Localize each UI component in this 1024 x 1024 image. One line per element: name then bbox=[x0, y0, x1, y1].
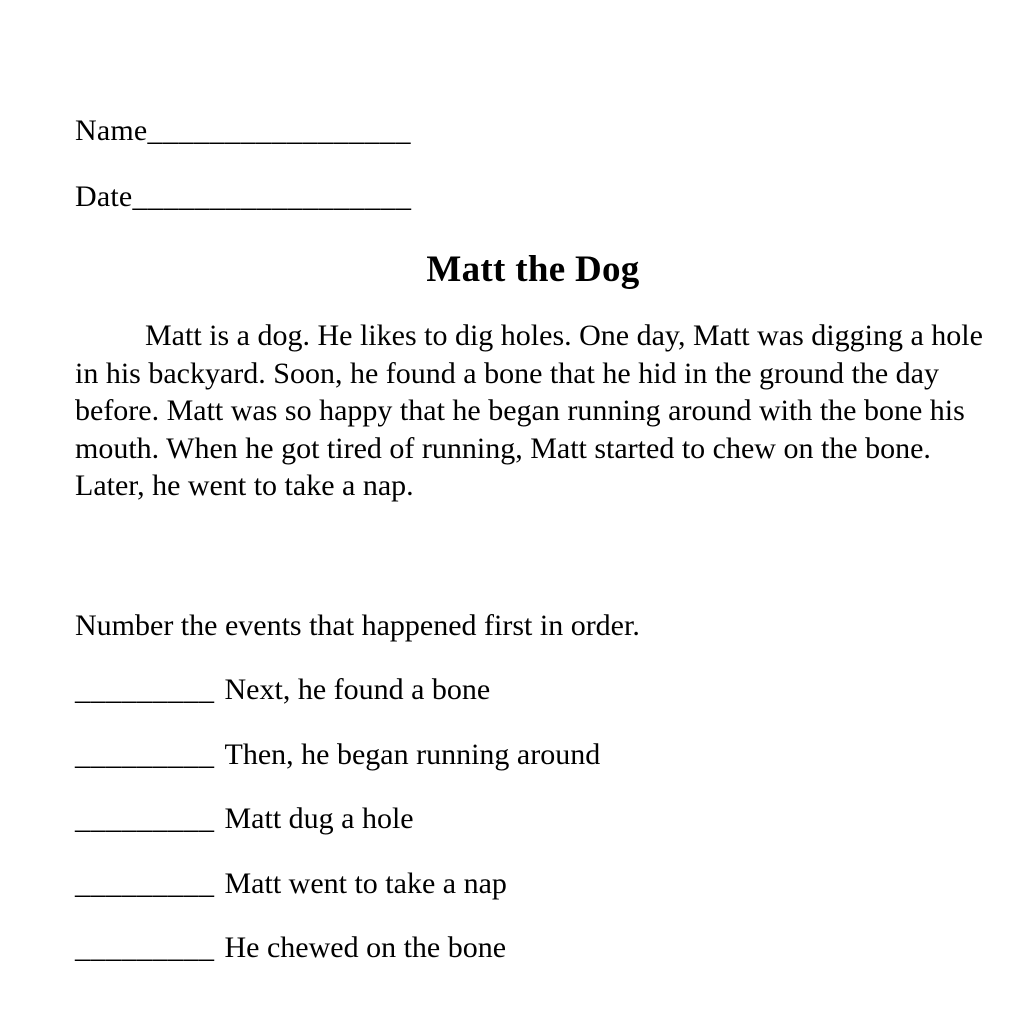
events-list bbox=[75, 671, 991, 967]
list-item bbox=[75, 736, 991, 774]
name-label: Name bbox=[75, 114, 148, 147]
list-item bbox=[75, 800, 991, 838]
date-blank-line: __________________ bbox=[132, 179, 412, 213]
event-blank-line: _________ bbox=[75, 737, 215, 771]
story-paragraph: Matt is a dog. He likes to dig holes. One day, Matt was digging a hole in his backyard. Soon, he found a bone that he hid in the ground the day before. Matt was so happy that he began running around with the bone his mouth. When he got tired of running, Matt started to chew on the bone. Later, he went to take a nap. bbox=[75, 319, 983, 503]
list-item bbox=[75, 865, 991, 903]
list-item bbox=[75, 929, 991, 967]
worksheet-content bbox=[75, 112, 991, 967]
name-blank-line: _________________ bbox=[147, 114, 411, 147]
event-blank-line: _________ bbox=[75, 802, 215, 836]
event-text: Next, he found a bone bbox=[224, 673, 491, 707]
name-field-line bbox=[75, 112, 991, 150]
event-blank-line: _________ bbox=[75, 866, 215, 900]
date-field-line bbox=[75, 178, 991, 216]
page-title: Matt the Dog bbox=[426, 249, 640, 290]
event-text: Matt dug a hole bbox=[224, 802, 414, 836]
event-blank-line: _________ bbox=[75, 931, 215, 965]
event-text: Then, he began running around bbox=[224, 737, 601, 771]
event-blank-line: _________ bbox=[75, 673, 215, 707]
event-text: Matt went to take a nap bbox=[224, 866, 507, 900]
date-label: Date bbox=[75, 179, 133, 213]
instruction-text: Number the events that happened first in order. bbox=[75, 608, 640, 642]
event-text: He chewed on the bone bbox=[224, 931, 507, 965]
list-item bbox=[75, 671, 991, 709]
